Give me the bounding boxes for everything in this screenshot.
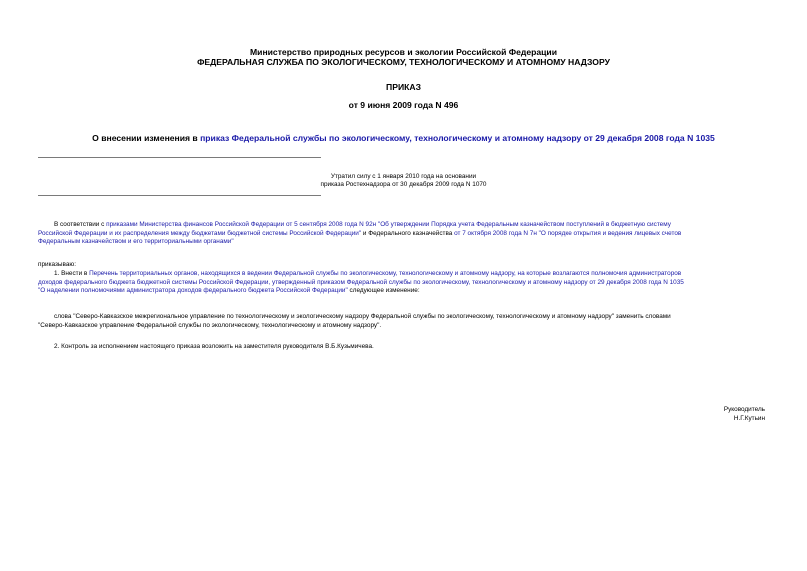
status-line-2: приказа Ростехнадзора от 30 декабря 2009 года N 1070 xyxy=(320,181,487,188)
treasury-order-link-cont[interactable]: Федеральным казначейством и его территориальными органами" xyxy=(38,238,234,246)
item-2-paragraph xyxy=(38,343,769,352)
change-line-2: "Северо-Кавказское управление Федеральной службы по экологическому, технологическому и атомному надзору". xyxy=(38,321,382,329)
signature-name: Н.Г.Кутьин xyxy=(733,415,765,422)
title-prefix: О внесении изменения в xyxy=(92,133,201,143)
preamble-text-2: и Федерального казначейства xyxy=(361,229,455,237)
document-date: от 9 июня 2009 года N 496 xyxy=(348,100,459,110)
change-line-1: слова "Северо-Кавказское межрегиональное управление по технологическому и экологическому надзору Федеральной службы по экологическому, технологическому и атомному надзору" заменить словами xyxy=(54,313,671,320)
territorial-list-link-cont[interactable]: доходов федерального бюджета бюджетной системы Российской Федерации, утвержденный приказом Федеральной службы по экологическому, технологическому и атомному надзору от 29 декабря 2008 года N 1035 xyxy=(38,278,684,286)
change-paragraph xyxy=(38,313,769,330)
document-type: ПРИКАЗ xyxy=(386,82,421,92)
divider-bottom xyxy=(38,195,321,196)
territorial-list-link[interactable]: Перечень территориальных органов, находящихся в ведении Федеральной службы по экологическому, технологическому и атомному надзору, на которые возлагаются полномочия администраторов xyxy=(89,270,682,277)
territorial-list-link-end[interactable]: "О наделении полномочиями администратора доходов федерального бюджета Российской Федерации" xyxy=(38,287,348,295)
ministry-name: Министерство природных ресурсов и экологии Российской Федерации xyxy=(250,47,557,57)
signature-role: Руководитель xyxy=(723,406,765,413)
preamble-paragraph xyxy=(38,221,769,247)
item-1-text-2: следующее изменение: xyxy=(347,287,420,295)
item-1-text: 1. Внести в xyxy=(54,270,90,277)
minfin-order-link-cont[interactable]: Российской Федерации и их распределения между бюджетами бюджетной системы Российской Федерации" xyxy=(38,229,362,237)
item-2-text: 2. Контроль за исполнением настоящего приказа возложить на заместителя руководителя В.Б.Кузьмичева. xyxy=(54,343,374,350)
minfin-order-link[interactable]: приказами Министерства финансов Российской Федерации от 5 сентября 2008 года N 92н "Об утверждении Порядка учета Федеральным казначейством поступлений в бюджетную систему xyxy=(106,221,671,228)
orders-word: приказываю: xyxy=(38,261,76,268)
treasury-order-link[interactable]: от 7 октября 2008 года N 7н "О порядке открытия и ведения лицевых счетов xyxy=(454,229,682,237)
document-title xyxy=(0,133,807,143)
divider-top xyxy=(38,157,321,158)
item-1-paragraph xyxy=(38,270,769,296)
title-link[interactable]: приказ Федеральной службы по экологическому, технологическому и атомному надзору от 29 декабря 2008 года N 1035 xyxy=(200,133,715,143)
status-line-1: Утратил силу с 1 января 2010 года на основании xyxy=(330,173,477,180)
service-name: ФЕДЕРАЛЬНАЯ СЛУЖБА ПО ЭКОЛОГИЧЕСКОМУ, ТЕХНОЛОГИЧЕСКОМУ И АТОМНОМУ НАДЗОРУ xyxy=(197,57,610,67)
preamble-text: В соответствии с xyxy=(54,221,107,228)
